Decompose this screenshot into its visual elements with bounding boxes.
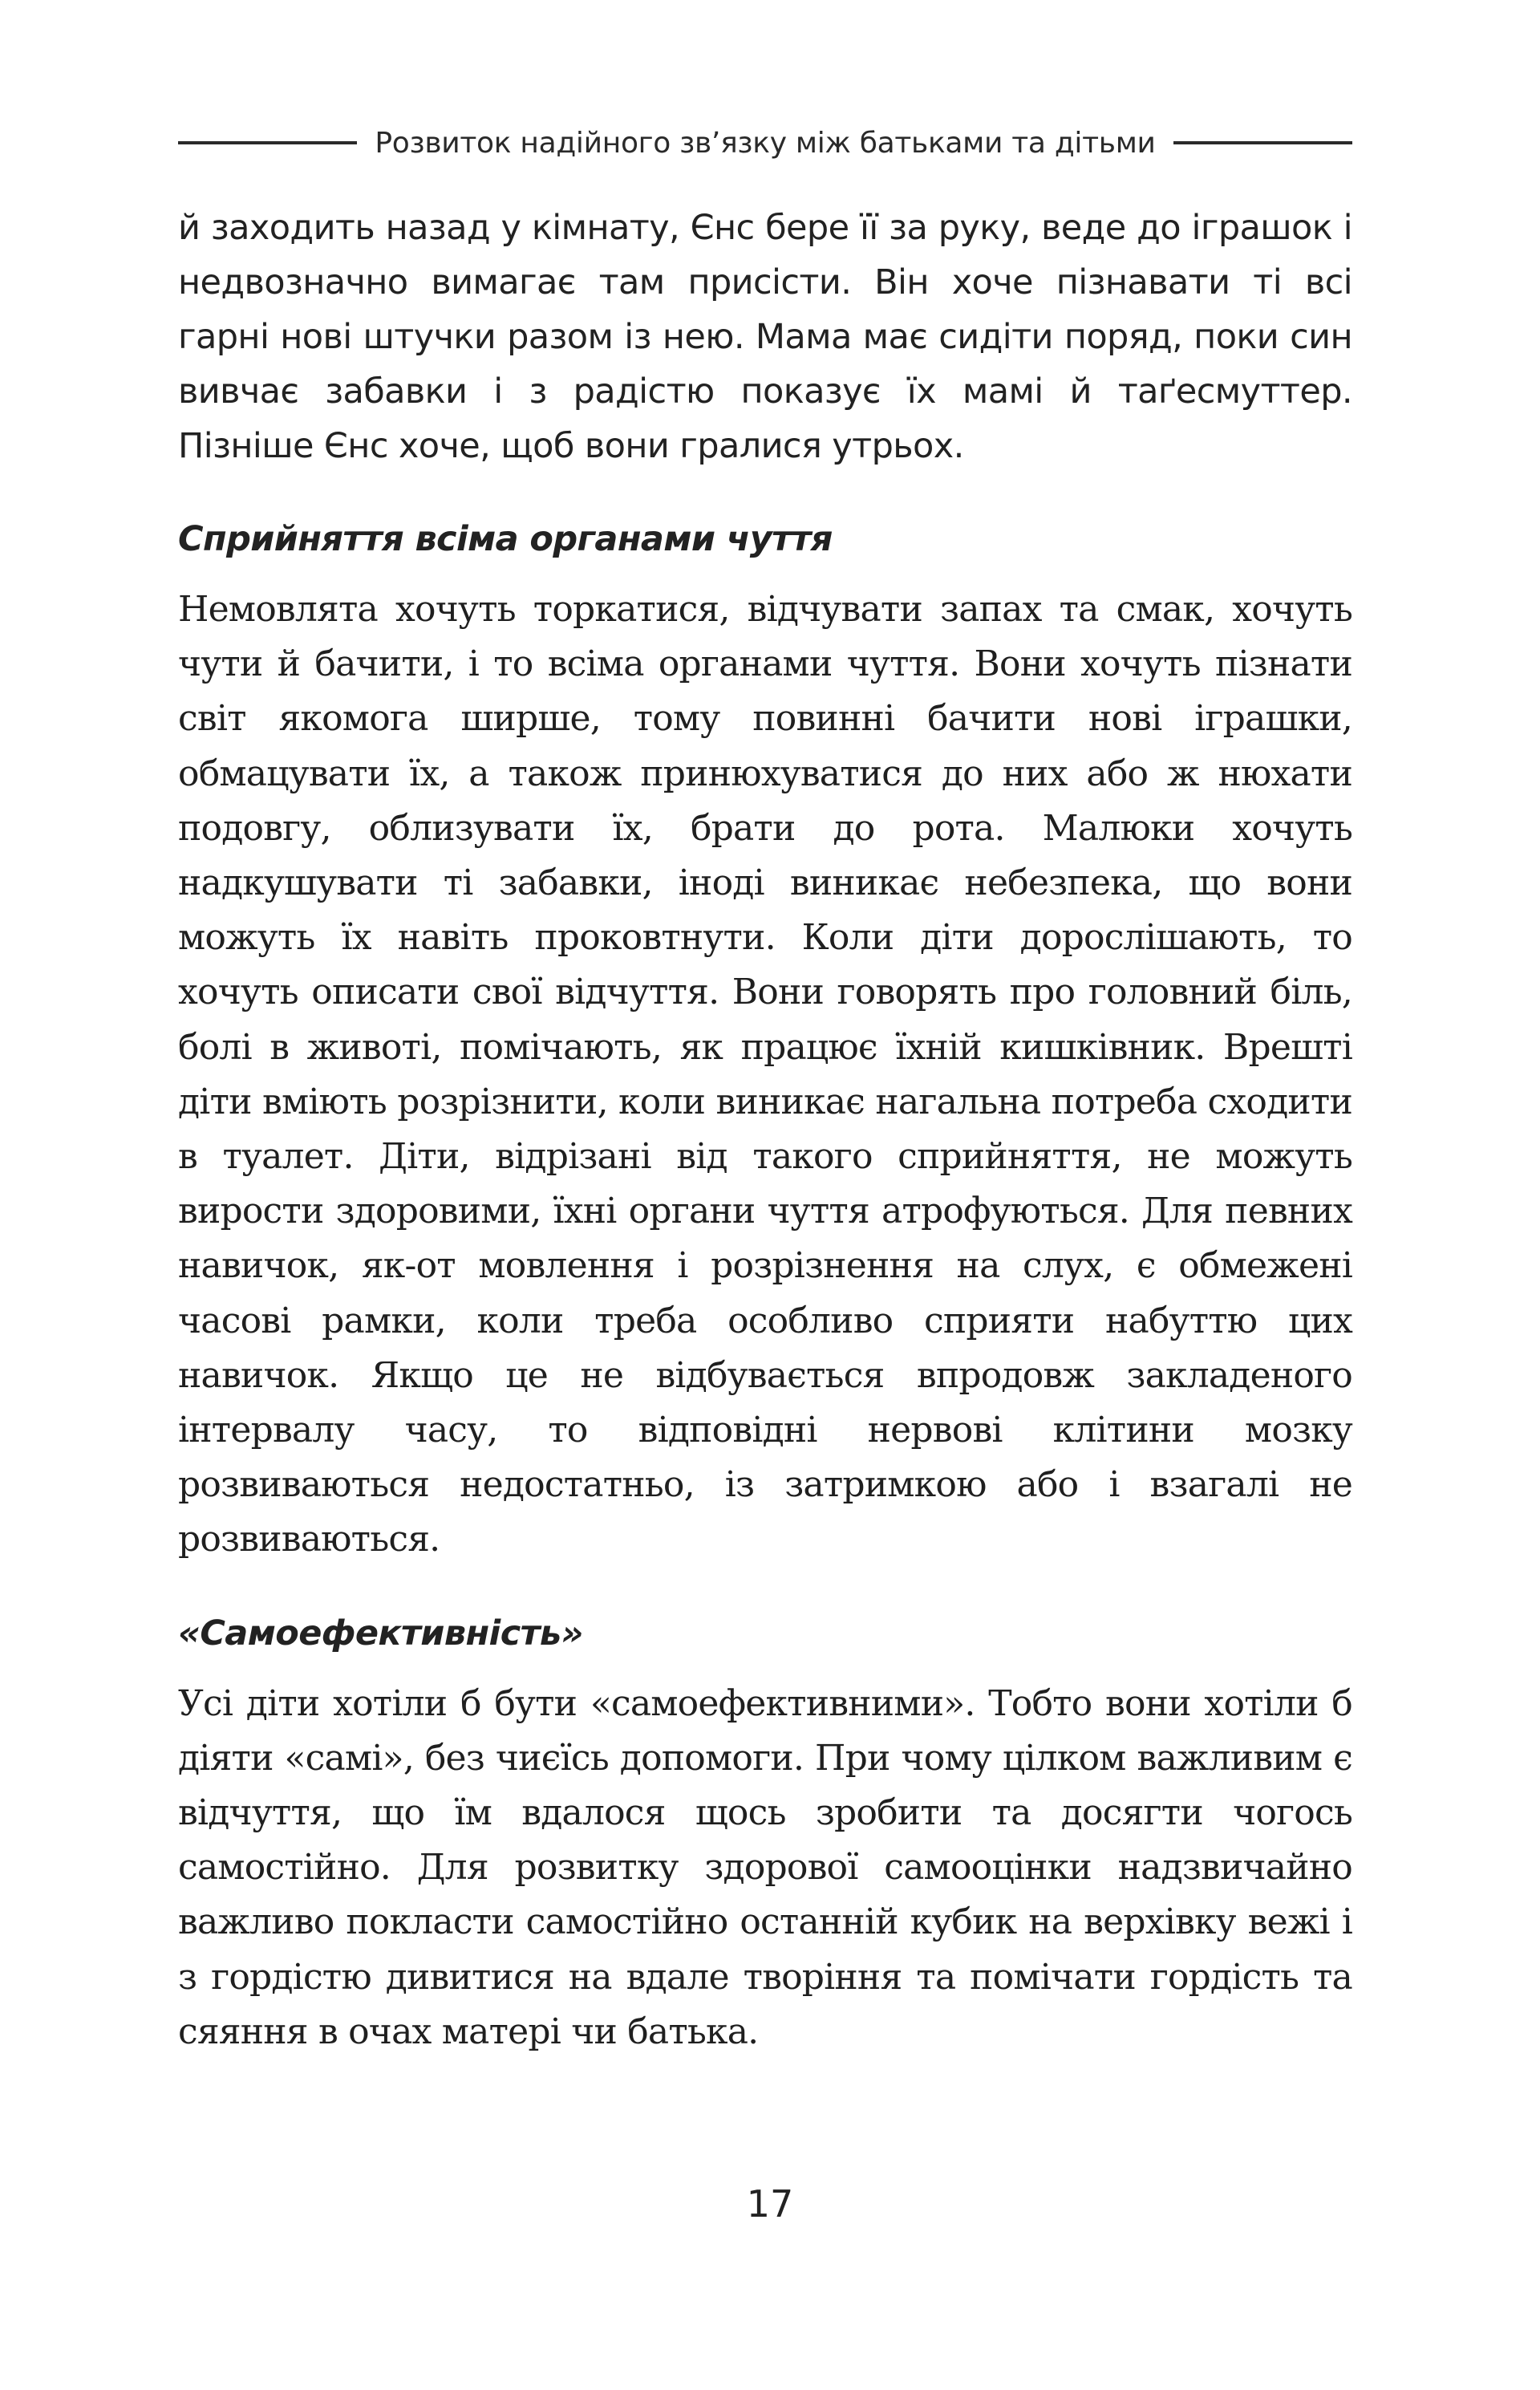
running-head-rule-right [1173,141,1352,144]
text-column [178,201,1352,2059]
section-heading-self-efficacy: «Самоефективність» [178,1613,583,1654]
section-body-self-efficacy: Усі діти хотіли б бути «самоефективними». Тобто вони хотіли б діяти «самі», без чиєїсь допомоги. При чому цілком важливим є відчуття, що їм вдалося щось зробити та досягти чогось самостійно. Для розвитку здорової самооцінки надзвичайно важливо покласти самостійно останній кубик на верхівку вежі і з гордістю дивитися на вдале творіння та помічати гордість та сяяння в очах матері чи батька. [178,1682,1352,2052]
page-number: 17 [746,2182,794,2226]
running-head-rule-left [178,141,357,144]
running-head-title: Розвиток надійного зв’язку між батьками та дітьми [375,126,1156,160]
section-body-senses: Немовлята хочуть торкатися, відчувати запах та смак, хочуть чути й бачити, і то всіма органами чуття. Вони хочуть пізнати світ якомога ширше, тому повинні бачити нові іграшки, обмацувати їх, а також принюхуватися до них або ж нюхати подовгу, облизувати їх, брати до рота. Малюки хочуть надкушувати ті забавки, іноді виникає небезпека, що вони можуть їх навіть проковтнути. Коли діти дорослішають, то хочуть описати свої відчуття. Вони говорять про головний біль, болі в животі, помічають, як працює їхній кишківник. Врешті діти вміють розрізнити, коли виникає нагальна потреба сходити в туалет. Діти, відрізані від такого сприйняття, не можуть вирости здоровими, їхні органи чуття атрофуються. Для певних навичок, як-от мовлення і розрізнення на слух, є обмежені часові рамки, коли треба особливо сприяти набуттю цих навичок. Якщо це не відбувається впродовж закладеного інтервалу часу, то відповідні нервові клітини мозку розвиваються недостатньо, із затримкою або і взагалі не розвиваються. [178,589,1352,1560]
section-heading-senses: Сприйняття всіма органами чуття [178,519,833,559]
intro-paragraph: й заходить назад у кімнату, Єнс бере її за руку, веде до іграшок і недвозначно вимагає там присісти. Він хоче пізнавати ті всі гарні нові штучки разом із нею. Мама має сидіти поряд, поки син вивчає забавки і з радістю показує їх мамі й таґесмуттер. Пізніше Єнс хоче, щоб вони гралися утрьох. [178,208,1352,466]
running-head [178,119,1352,167]
